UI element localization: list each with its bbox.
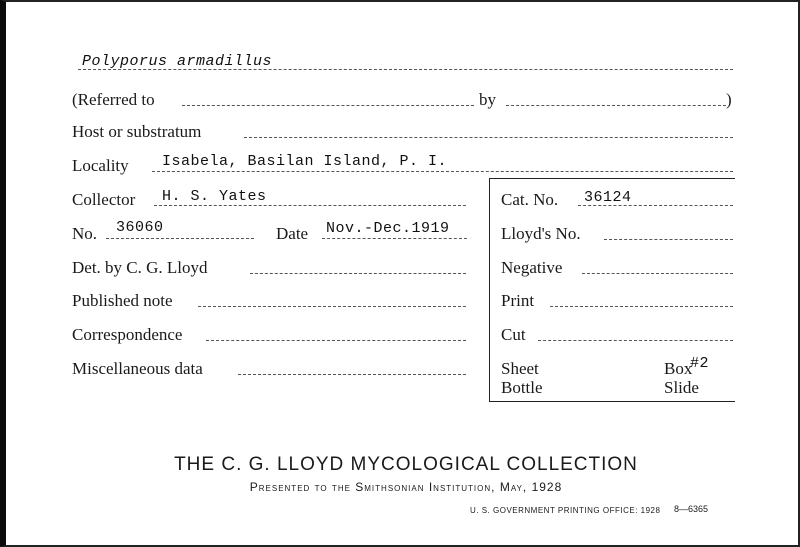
host-label: Host or substratum (72, 122, 202, 141)
referred-to-label: (Referred to (72, 90, 155, 109)
print-label: Print (501, 291, 535, 310)
misc-line (238, 374, 466, 375)
collector-label: Collector (72, 190, 136, 209)
cut-label: Cut (501, 325, 526, 344)
correspondence-line (206, 340, 466, 341)
print-line (550, 306, 733, 307)
published-label: Published note (72, 291, 173, 310)
collection-title: THE C. G. LLOYD MYCOLOGICAL COLLECTION (174, 454, 638, 475)
no-label: No. (72, 224, 98, 243)
by-label: by (479, 90, 496, 109)
form-number: 8—6365 (674, 504, 709, 514)
sheet-label: Sheet (501, 359, 539, 378)
det-line (250, 273, 466, 274)
misc-label: Miscellaneous data (72, 359, 203, 378)
det-label: Det. by C. G. Lloyd (72, 258, 208, 277)
box-value: #2 (690, 355, 710, 372)
cut-line (538, 340, 733, 341)
lloyds-no-label: Lloyd's No. (501, 224, 581, 243)
no-line (106, 238, 254, 239)
bottle-label: Bottle (501, 378, 543, 397)
box-label: Box (664, 359, 693, 378)
slide-label: Slide (664, 378, 699, 397)
species-line (78, 69, 733, 70)
collector-value: H. S. Yates (162, 188, 267, 205)
negative-line (582, 273, 733, 274)
locality-line (152, 171, 733, 172)
date-line (322, 238, 467, 239)
correspondence-label: Correspondence (72, 325, 183, 344)
closing-paren: ) (726, 90, 732, 109)
lloyds-no-line (604, 239, 733, 240)
published-line (198, 306, 466, 307)
host-line (244, 137, 733, 138)
cat-no-label: Cat. No. (501, 190, 559, 209)
date-value: Nov.-Dec.1919 (326, 220, 450, 237)
printing-office-note: U. S. GOVERNMENT PRINTING OFFICE: 1928 (470, 506, 661, 515)
cat-no-line (578, 205, 733, 206)
locality-label: Locality (72, 156, 129, 175)
date-label: Date (276, 224, 309, 243)
species-name: Polyporus armadillus (82, 53, 273, 70)
negative-label: Negative (501, 258, 563, 277)
no-value: 36060 (116, 219, 164, 236)
collection-subtitle: Presented to the Smithsonian Institution, May, 1928 (249, 480, 563, 494)
locality-value: Isabela, Basilan Island, P. I. (162, 153, 448, 170)
collector-line (154, 205, 466, 206)
by-line (506, 105, 726, 106)
referred-to-line (182, 105, 474, 106)
cat-no-value: 36124 (584, 189, 632, 206)
